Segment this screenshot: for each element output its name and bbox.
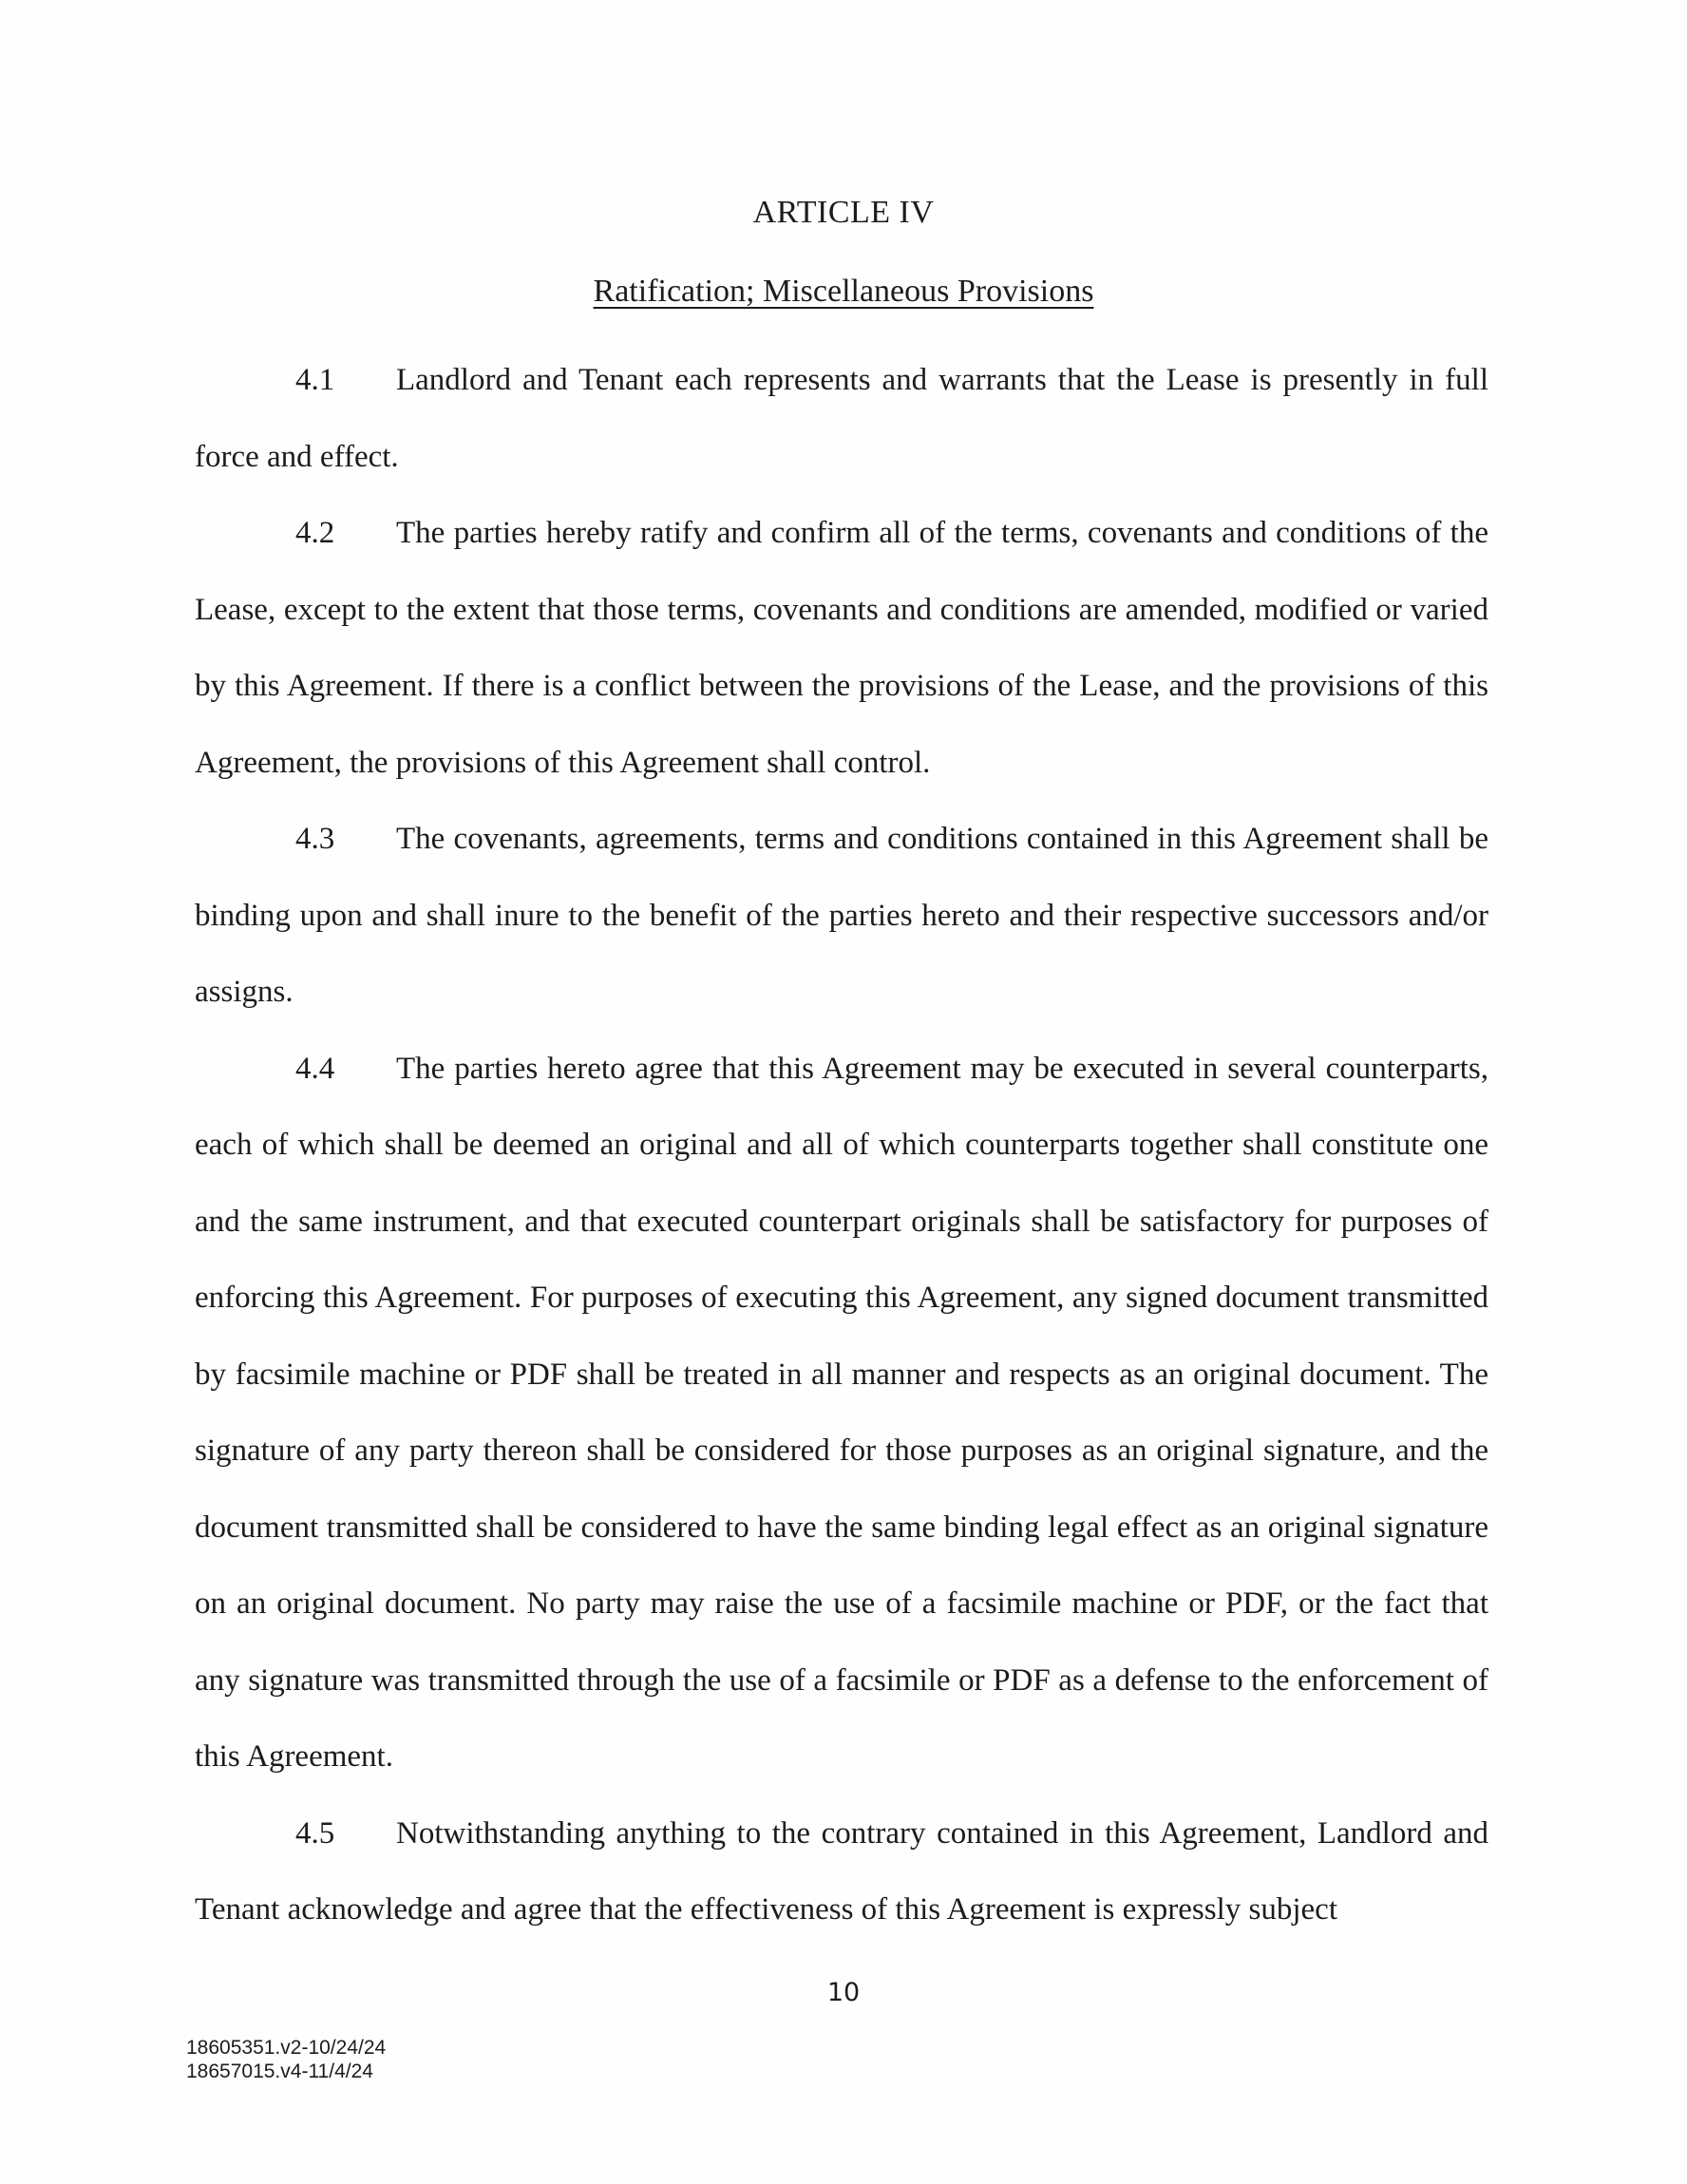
page-number: 10 <box>826 1978 861 2007</box>
article-subheading-text: Ratification; Miscellaneous Provisions <box>593 274 1094 309</box>
article-subheading <box>0 274 1687 310</box>
paragraph-text: The covenants, agreements, terms and conditions contained in this Agreement shall be binding upon and shall inure to the benefit of the parties hereto and their respective successors and/or assigns. <box>195 822 1488 1009</box>
paragraph-text: Notwithstanding anything to the contrary contained in this Agreement, Landlord and Tenant acknowledge and agree that the effectiveness of this Agreement is expressly subject <box>195 1815 1488 1927</box>
paragraph-number: 4.5 <box>295 1815 335 1851</box>
document-identifiers <box>186 2036 386 2083</box>
paragraph-text: The parties hereto agree that this Agreement may be executed in several counterparts, each of which shall be deemed an original and all of which counterparts together shall constitute one and the same instrument, and that executed counterpart originals shall be satisfactory for purposes of enforcing this Agreement. For purposes of executing this Agreement, any signed document transmitted by facsimile machine or PDF shall be treated in all manner and respects as an original document. The signature of any party thereon shall be considered for those purposes as an original signature, and the document transmitted shall be considered to have the same binding legal effect as an original signature on an original document. No party may raise the use of a facsimile machine or PDF, or the fact that any signature was transmitted through the use of a facsimile or PDF as a defense to the enforcement of this Agreement. <box>195 1051 1488 1774</box>
doc-id-line: 18657015.v4-11/4/24 <box>186 2061 373 2082</box>
article-heading: ARTICLE IV <box>752 195 935 230</box>
doc-id-line: 18605351.v2-10/24/24 <box>186 2037 387 2059</box>
paragraph-number: 4.2 <box>295 516 335 550</box>
paragraph-4-5 <box>195 1795 1488 1948</box>
paragraph-4-2 <box>195 495 1488 801</box>
paragraph-4-4 <box>195 1031 1488 1795</box>
paragraph-number: 4.1 <box>295 363 335 397</box>
paragraph-number: 4.4 <box>295 1051 335 1086</box>
paragraph-4-3 <box>195 801 1488 1031</box>
paragraph-text: The parties hereby ratify and confirm all of the terms, covenants and conditions of the Lease, except to the extent that those terms, covenants and conditions are amended, modified or varied by this Agreement. If there is a conflict between the provisions of the Lease, and the provisions of this Agreement, the provisions of this Agreement shall control. <box>195 516 1488 780</box>
body-text <box>195 342 1488 1948</box>
paragraph-text: Landlord and Tenant each represents and warrants that the Lease is presently in full force and effect. <box>195 363 1488 474</box>
paragraph-4-1 <box>195 342 1488 495</box>
paragraph-number: 4.3 <box>295 822 335 856</box>
